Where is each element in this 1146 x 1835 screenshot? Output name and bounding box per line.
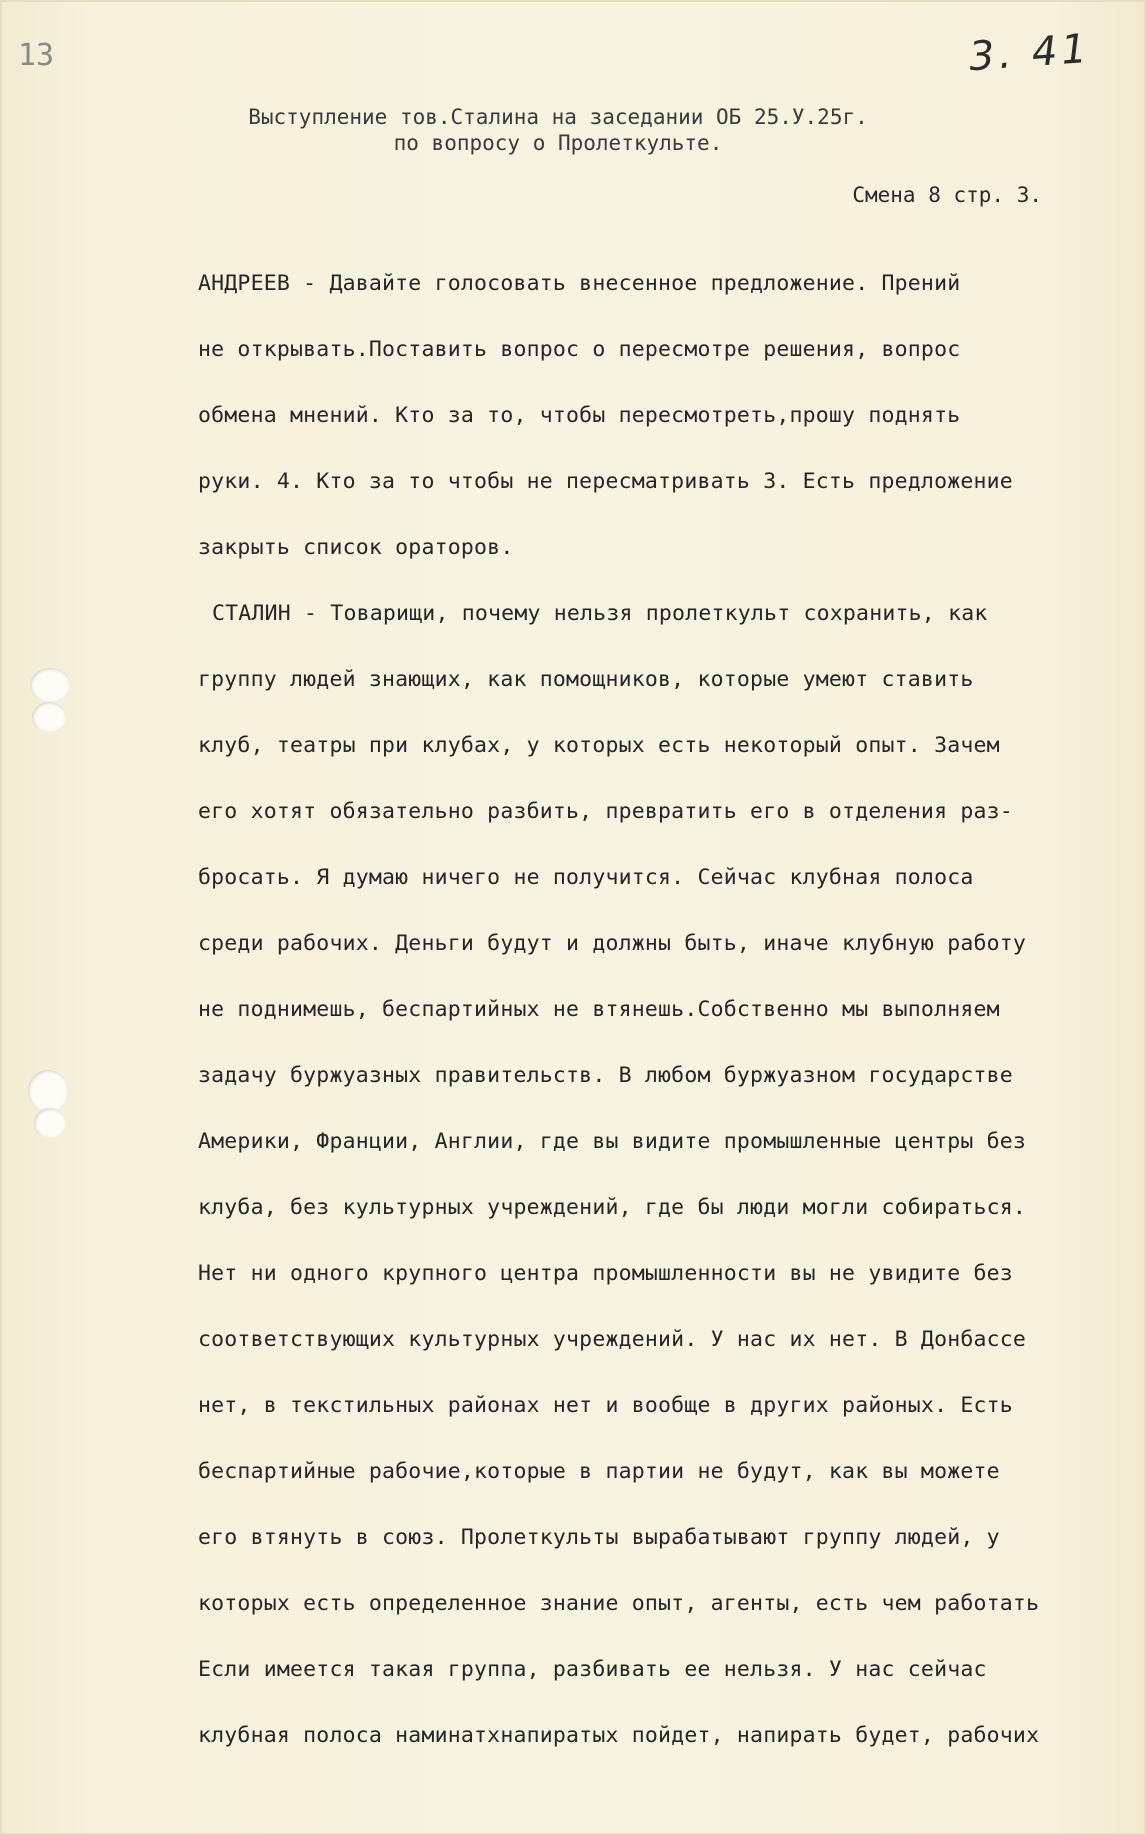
document-title (0, 104, 1146, 156)
punch-hole (32, 702, 66, 732)
punch-hole (30, 668, 70, 702)
text-line: закрыть список ораторов. (198, 535, 514, 560)
text-line: беспартийные рабочие,которые в партии не будут, как вы можете (198, 1459, 1000, 1484)
text-line: бросать. Я думаю ничего не получится. Сейчас клубная полоса (198, 865, 974, 890)
title-line: по вопросу о Пролеткульте. (393, 131, 723, 155)
page-reference: Смена 8 стр. 3. (852, 183, 1042, 207)
text-line: обмена мнений. Кто за то, чтобы пересмотреть,прошу поднять (198, 403, 961, 428)
text-line: руки. 4. Кто за то чтобы не пересматривать 3. Есть предложение (198, 469, 1013, 494)
text-line: клуб, театры при клубах, у которых есть некоторый опыт. Зачем (198, 733, 1000, 758)
text-line: не открывать.Поставить вопрос о пересмотре решения, вопрос (198, 337, 961, 362)
text-line: его втянуть в союз. Пролеткульты вырабатывают группу людей, у (198, 1525, 1000, 1550)
text-line: клубная полоса наминатхнапиратых пойдет, напирать будет, рабочих (198, 1723, 1040, 1748)
text-line: Нет ни одного крупного центра промышленности вы не увидите без (198, 1261, 1013, 1286)
text-line: соответствующих культурных учреждений. У нас их нет. В Донбассе (198, 1327, 1027, 1352)
text-line: АНДРЕЕВ - Давайте голосовать внесенное предложение. Прений (198, 271, 961, 296)
paragraph-andreev (198, 266, 1103, 596)
text-line: нет, в текстильных районах нет и вообще в других районых. Есть (198, 1393, 1013, 1418)
folio-number: 3. 41 (967, 25, 1093, 81)
title-line: Выступление тов.Сталина на заседании ОБ 25.У.25г. (248, 105, 868, 129)
text-line: Америки, Франции, Англии, где вы видите промышленные центры без (198, 1129, 1027, 1154)
text-line: не поднимешь, беспартийных не втянешь.Собственно мы выполняем (198, 997, 1000, 1022)
text-line: которых есть определенное знание опыт, агенты, есть чем работать (198, 1591, 1040, 1616)
text-line: среди рабочих. Деньги будут и должны быть, иначе клубную работу (198, 931, 1027, 956)
text-line: задачу буржуазных правительств. В любом буржуазном государстве (198, 1063, 1013, 1088)
text-line: группу людей знающих, как помощников, которые умеют ставить (198, 667, 974, 692)
punch-hole (34, 1108, 66, 1138)
text-line: его хотят обязательно разбить, превратить его в отделения раз- (198, 799, 1013, 824)
text-line: СТАЛИН - Товарищи, почему нельзя пролеткульт сохранить, как (212, 601, 988, 626)
punch-hole (28, 1070, 68, 1112)
text-line: Если имеется такая группа, разбивать ее нельзя. У нас сейчас (198, 1657, 987, 1682)
transcript-body (198, 266, 1103, 1784)
text-line: клуба, без культурных учреждений, где бы люди могли собираться. (198, 1195, 1027, 1220)
paragraph-stalin (198, 596, 1103, 1784)
archive-corner-mark: 13 (18, 38, 55, 73)
